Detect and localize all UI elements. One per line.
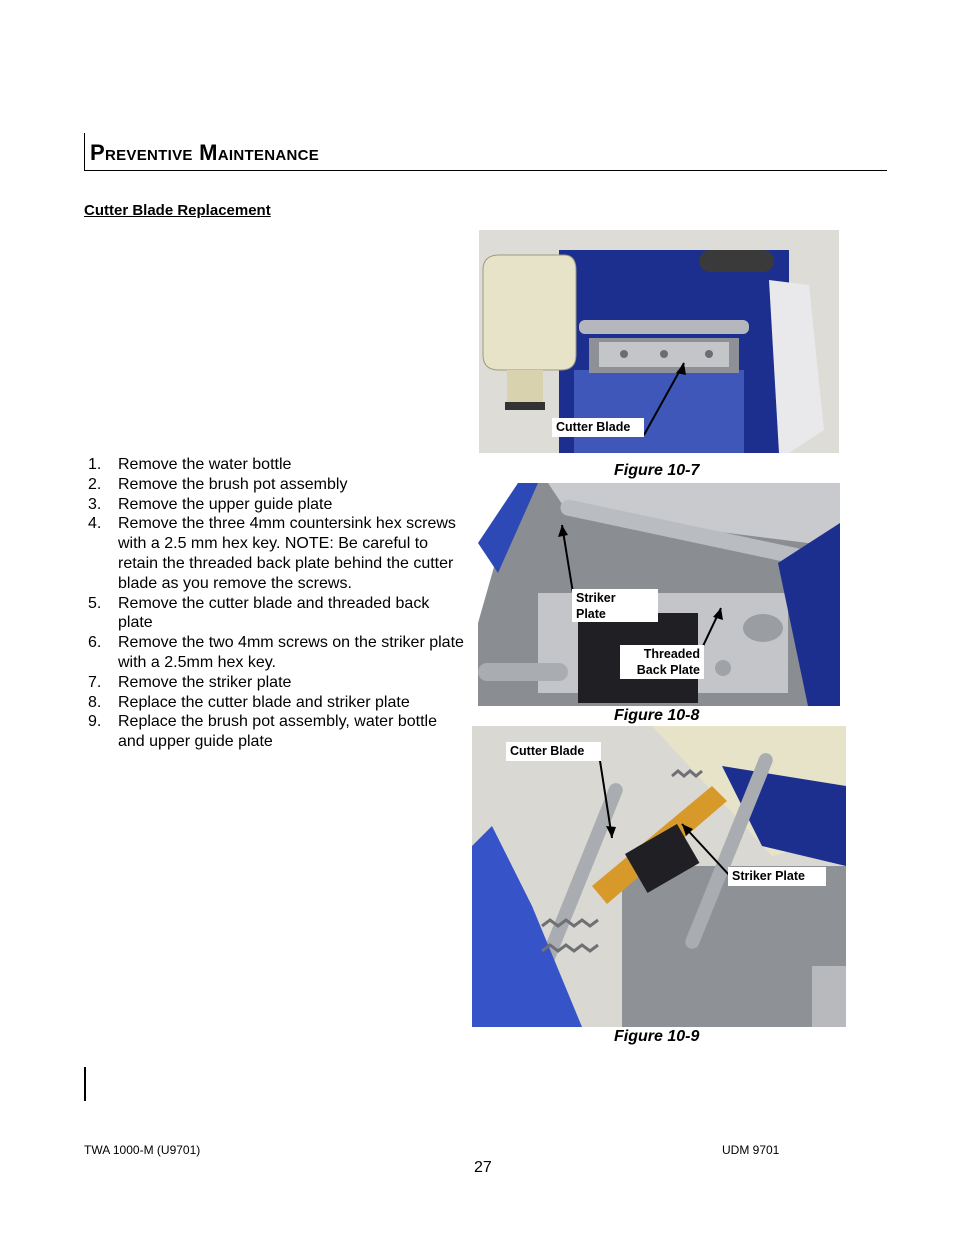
step-text: Remove the upper guide plate <box>118 495 333 513</box>
callout-cutter-blade: Cutter Blade <box>552 418 644 437</box>
steps-list <box>84 455 464 752</box>
section-title: Cutter Blade Replacement <box>84 202 271 219</box>
margin-rule <box>84 1067 86 1101</box>
step-text: Remove the two 4mm screws on the striker plate with a 2.5mm hex key. <box>118 634 464 671</box>
list-item <box>84 633 464 673</box>
step-number: 1. <box>88 456 102 473</box>
figure-caption: Figure 10-9 <box>614 1028 700 1045</box>
footer-right: UDM 9701 <box>722 1143 780 1157</box>
callout-cutter-blade: Cutter Blade <box>506 742 601 761</box>
step-text: Remove the striker plate <box>118 673 292 691</box>
step-text: Remove the three 4mm countersink hex screws with a 2.5 mm hex key. NOTE: Be careful to retain the threaded back plate behind the cutter blade as you remove the screws. <box>118 515 456 592</box>
figure-caption: Figure 10-8 <box>614 707 700 724</box>
step-number: 7. <box>88 673 102 691</box>
step-text: Replace the brush pot assembly, water bottle and upper guide plate <box>118 713 437 751</box>
callout-striker-plate: Striker Plate <box>572 589 658 622</box>
list-item <box>84 693 464 713</box>
step-text: Replace the cutter blade and striker plate <box>118 693 410 711</box>
step-number: 8. <box>88 693 102 711</box>
step-text: Remove the brush pot assembly <box>118 475 348 493</box>
footer-left: TWA 1000-M (U9701) <box>84 1143 201 1157</box>
step-text: Remove the cutter blade and threaded back plate <box>118 594 430 632</box>
step-number: 4. <box>88 515 102 533</box>
page-number: 27 <box>474 1159 492 1176</box>
step-number: 5. <box>88 594 102 612</box>
callout-threaded-back-plate: Threaded Back Plate <box>620 645 704 679</box>
figure-10-7-image <box>479 230 839 453</box>
callout-striker-plate: Striker Plate <box>728 867 826 886</box>
figure-caption: Figure 10-7 <box>614 462 700 479</box>
step-number: 6. <box>88 634 102 652</box>
list-item <box>84 594 464 634</box>
list-item <box>84 673 464 693</box>
list-item <box>84 475 464 495</box>
list-item <box>84 514 464 593</box>
step-number: 9. <box>88 713 102 731</box>
step-number: 2. <box>88 475 102 493</box>
step-text: Remove the water bottle <box>118 456 292 473</box>
step-number: 3. <box>88 495 102 513</box>
list-item <box>84 455 464 475</box>
list-item <box>84 495 464 515</box>
page-title: Preventive Maintenance <box>90 140 320 165</box>
list-item <box>84 712 464 752</box>
